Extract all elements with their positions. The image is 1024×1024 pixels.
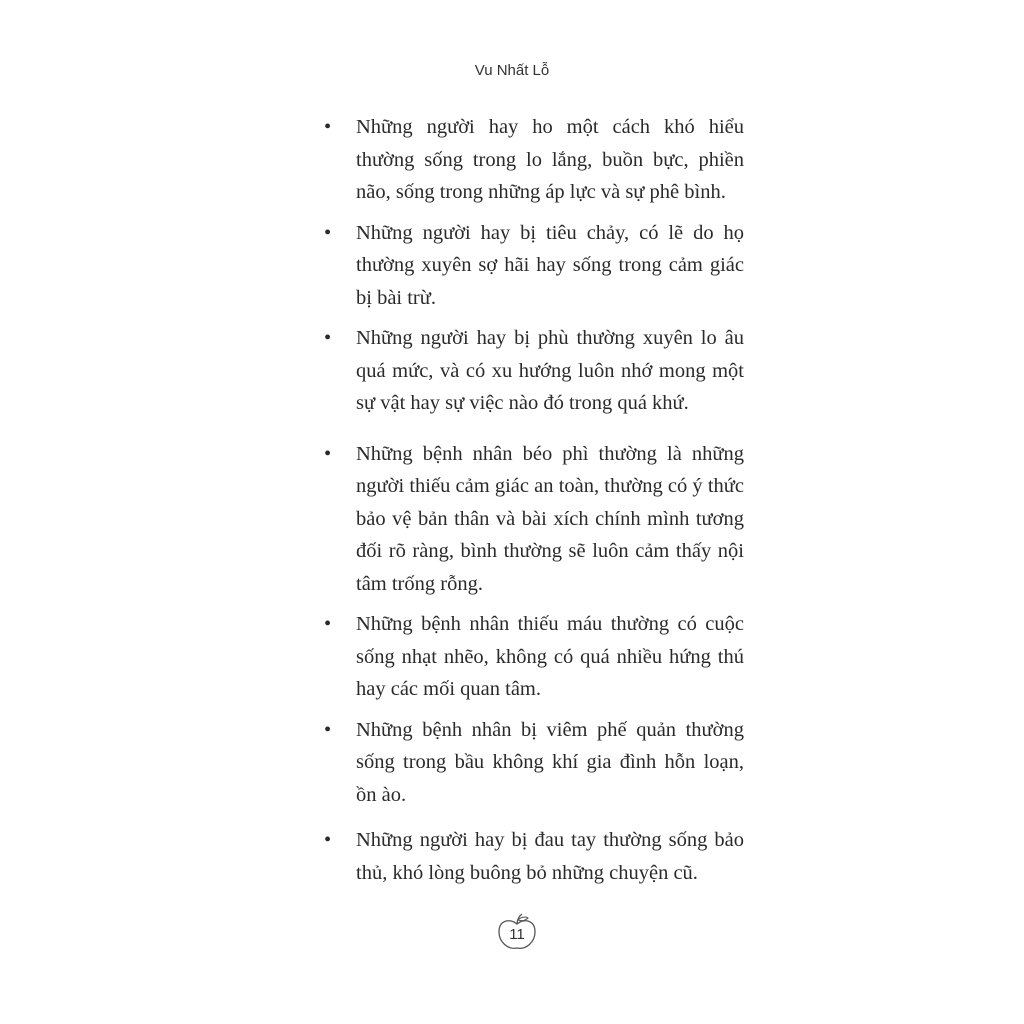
list-item-text: Những người hay bị đau tay thường sống bảo thủ, khó lòng buông bỏ những chuyện cũ. [356, 829, 744, 884]
list-item-text: Những bệnh nhân bị viêm phế quản thường sống trong bầu không khí gia đình hỗn loạn, ồn ào. [356, 718, 744, 806]
bullet-list [324, 111, 744, 897]
bullet-icon: • [324, 327, 332, 349]
list-item [324, 714, 744, 812]
bullet-icon: • [324, 829, 332, 851]
list-item [324, 111, 744, 209]
list-item-text: Những người hay bị phù thường xuyên lo âu quá mức, và có xu hướng luôn nhớ mong một sự vật hay sự việc nào đó trong quá khứ. [356, 327, 744, 414]
list-item [324, 438, 744, 601]
page-number: 11 [509, 926, 525, 943]
bullet-icon: • [324, 718, 332, 741]
list-item [324, 322, 744, 420]
bullet-icon: • [324, 442, 332, 465]
list-item [324, 217, 744, 315]
list-item-text: Những bệnh nhân thiếu máu thường có cuộc sống nhạt nhẽo, không có quá nhiều hứng thú hay các mối quan tâm. [356, 613, 744, 700]
list-item [324, 824, 744, 889]
running-header-author: Vu Nhất Lỗ [474, 62, 550, 79]
list-item-text: Những bệnh nhân béo phì thường là những người thiếu cảm giác an toàn, thường có ý thức bảo vệ bản thân và bài xích chính mình tương đối rõ ràng, bình thường sẽ luôn cảm thấy nội tâm trống rỗng. [356, 442, 744, 595]
list-item-text: Những người hay bị tiêu chảy, có lẽ do họ thường xuyên sợ hãi hay sống trong cảm giác bị bài trừ. [356, 221, 744, 309]
bullet-icon: • [324, 221, 332, 244]
page-number-badge [494, 912, 540, 954]
list-item-text: Những người hay ho một cách khó hiểu thường sống trong lo lắng, buồn bực, phiền não, sống trong những áp lực và sự phê bình. [356, 116, 744, 203]
bullet-icon: • [324, 613, 332, 635]
list-item [324, 608, 744, 706]
bullet-icon: • [324, 116, 332, 138]
